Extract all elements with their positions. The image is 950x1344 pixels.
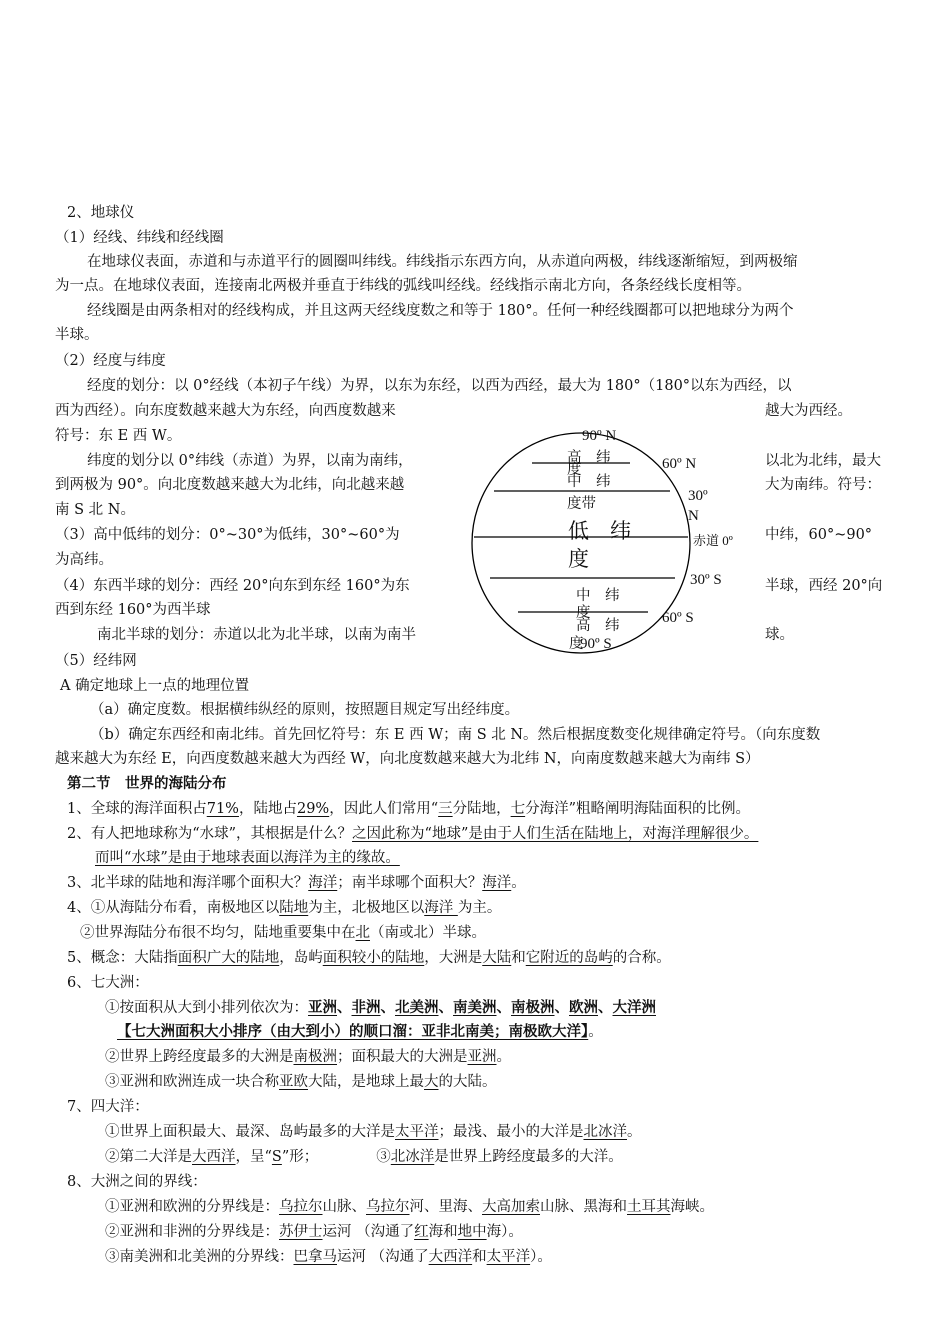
question-6-mnemonic	[117, 1022, 603, 1042]
answer: 北冰洋	[583, 1124, 627, 1140]
answer: 大高加索	[482, 1199, 540, 1215]
answer: 海洋	[482, 875, 512, 891]
text: 、	[554, 1000, 569, 1016]
question-1	[67, 799, 750, 819]
label-equator: 赤道 0º	[693, 533, 733, 548]
text: 海峡。	[670, 1199, 714, 1215]
question-2-answer-cont: 而叫“水球”是由于地球表面以海洋为主的缘故。	[95, 850, 400, 866]
paragraph-line: 西到东经 160°为西半球	[55, 602, 211, 618]
answer: 乌拉尔	[279, 1199, 323, 1215]
zone-low: 低 纬	[568, 519, 631, 543]
answer: S	[271, 1149, 282, 1165]
question-6d	[105, 1072, 497, 1092]
text: 、	[496, 1000, 511, 1016]
text: 和	[472, 1249, 487, 1265]
text: 。	[588, 1024, 603, 1040]
paragraph-line: 到两极为 90°。向北度数越来越大为北纬，向北越来越	[55, 477, 405, 493]
paragraph-line: 纬度的划分以 0°纬线（赤道）为界，以南为南纬，	[87, 453, 413, 469]
text: ，因此人们常用“	[329, 801, 439, 817]
paragraph-line: （a）确定度数。根据横纬纵经的原则，按照题目规定写出经纬度。	[90, 702, 520, 718]
zone-low-du: 度	[568, 547, 589, 571]
answer: 北冰洋	[390, 1149, 435, 1165]
text: 和	[511, 950, 526, 966]
text: 分陆地，	[452, 801, 511, 817]
answer: 南极洲	[511, 1000, 555, 1016]
question-6c	[105, 1047, 511, 1067]
text: 。	[511, 875, 526, 891]
answer: 之因此称为“地球”是由于人们生活在陆地上，对海洋理解很少。	[352, 826, 759, 842]
paragraph-line: 球。	[765, 627, 794, 643]
paragraph-line: （3）高中低纬的划分：0°~30°为低纬，30°~60°为	[55, 527, 400, 543]
answer: 大西洋	[192, 1149, 236, 1165]
text: 、	[380, 1000, 395, 1016]
text: 、	[337, 1000, 352, 1016]
question-5	[67, 948, 671, 968]
answer: 面积较小的陆地	[322, 950, 425, 966]
paragraph-line: 越来越大为东经 E，向西度数越来越大为西经 W，向北度数越来越大为北纬 N，向南度数越来越大为南纬 S）	[55, 751, 760, 767]
text: 。	[496, 1049, 511, 1065]
text: 1、全球的海洋面积占	[67, 801, 207, 817]
zone-mid-south: 中 纬	[576, 588, 620, 604]
text: 。	[627, 1124, 642, 1140]
zone-high-north-du: 度	[567, 462, 582, 478]
paragraph-line: 经度的划分：以 0°经线（本初子午线）为界，以东为东经，以西为西经，最大为 180°（180°以东为西经，以	[87, 378, 792, 394]
label-60s: 60º S	[662, 610, 694, 626]
text: 海和	[428, 1224, 458, 1240]
answer: 红	[414, 1224, 429, 1240]
question-8: 8、大洲之间的界线：	[67, 1174, 207, 1190]
text: （南或北）半球。	[370, 925, 486, 941]
label-30s: 30º S	[690, 572, 722, 588]
question-2	[67, 824, 758, 844]
section-title-globe: 2、地球仪	[67, 205, 135, 221]
paragraph-line: 大为南纬。符号：	[765, 477, 881, 493]
text: 的合称。	[612, 950, 671, 966]
paragraph-line: 南北半球的划分：赤道以北为北半球，以南为南半	[97, 627, 416, 643]
answer: 太平洋	[486, 1249, 531, 1265]
text: ②世界海陆分布很不均匀，陆地重要集中在	[80, 925, 356, 941]
text: ”形；	[281, 1149, 319, 1165]
text: 分海洋”粗略阐明海陆面积的比例。	[525, 801, 751, 817]
text: 、	[438, 1000, 453, 1016]
text: 4、①从海陆分布看，南极地区以	[67, 900, 280, 916]
question-7b	[105, 1147, 623, 1167]
paragraph-line: （4）东西半球的划分：西经 20°向东到东经 160°为东	[55, 578, 410, 594]
text: ②第二大洋是	[105, 1149, 192, 1165]
label-90n: 90º N	[582, 428, 617, 444]
paragraph-line: 西为西经）。向东度数越来越大为东经，向西度数越来	[55, 403, 396, 419]
zone-mid-north-band: 度带	[567, 496, 596, 512]
text: 大陆，是地球上最	[308, 1074, 424, 1090]
paragraph-line: 半球，西经 20°向	[765, 578, 883, 594]
answer: 太平洋	[395, 1124, 439, 1140]
text: 山脉、黑海和	[540, 1199, 627, 1215]
text: 的大陆。	[438, 1074, 497, 1090]
answer: 大	[424, 1074, 439, 1090]
question-8c	[105, 1247, 552, 1267]
answer: 土耳其	[627, 1199, 671, 1215]
text: ③亚洲和欧洲连成一块合称	[105, 1074, 279, 1090]
answer: 乌拉尔	[366, 1199, 410, 1215]
answer: 七	[510, 801, 526, 817]
text: ①世界上面积最大、最深、岛屿最多的大洋是	[105, 1124, 395, 1140]
zone-mid-south-du: 度	[576, 605, 591, 621]
answer: 面积广大的陆地	[177, 950, 280, 966]
paragraph-line: 越大为西经。	[765, 403, 852, 419]
answer: 南美洲	[453, 1000, 497, 1016]
paragraph-line: 符号：东 E 西 W。	[55, 428, 182, 444]
answer: 南极洲	[293, 1049, 337, 1065]
answer: 欧洲	[569, 1000, 598, 1016]
text: ；面积最大的大洲是	[337, 1049, 468, 1065]
text: ，陆地占	[238, 801, 297, 817]
answer: 29%	[296, 801, 330, 817]
paragraph-line: 南 S 北 N。	[55, 502, 135, 518]
answer: 陆地	[279, 900, 309, 916]
paragraph-line: A 确定地球上一点的地理位置	[60, 678, 250, 694]
answer: 它附近的岛屿	[525, 950, 613, 966]
paragraph-line: 在地球仪表面，赤道和与赤道平行的圆圈叫纬线。纬线指示东西方向，从赤道向两极，纬线逐渐缩短，到两极缩	[87, 254, 798, 270]
answer: 非洲	[351, 1000, 381, 1016]
label-30n: 30º	[688, 488, 708, 504]
text: 运河 （沟通了	[337, 1249, 429, 1265]
text: ）。	[530, 1249, 552, 1265]
zone-high-south-du: 度	[569, 636, 584, 652]
paragraph-line: 中纬，60°~90°	[765, 527, 873, 543]
text: 海）。	[486, 1224, 523, 1240]
answer: 北	[355, 925, 370, 941]
answer: 亚洲	[308, 1000, 337, 1016]
answer: 海洋	[424, 900, 458, 916]
answer: 北美洲	[395, 1000, 439, 1016]
answer: 三	[438, 801, 453, 817]
text: 、	[598, 1000, 613, 1016]
paragraph-line: 为一点。在地球仪表面，连接南北两极并垂直于纬线的弧线叫经线。经线指示南北方向，各条经线长度相等。	[55, 278, 751, 294]
text: ②亚洲和非洲的分界线是：	[105, 1224, 279, 1240]
text: 是世界上跨经度最多的大洋。	[434, 1149, 623, 1165]
mnemonic: 【七大洲面积大小排序（由大到小）的顺口溜：亚非北南美；南极欧大洋】	[117, 1024, 589, 1040]
question-6: 6、七大洲：	[67, 975, 149, 991]
text: 运河 （沟通了	[322, 1224, 415, 1240]
text: 山脉、	[322, 1199, 366, 1215]
text: 2、有人把地球称为“水球”，其根据是什么？	[67, 826, 353, 842]
paragraph-line: （b）确定东西经和南北纬。首先回忆符号：东 E 西 W；南 S 北 N。然后根据度数变化规律确定符号。（向东度数	[90, 727, 821, 743]
question-3	[67, 873, 526, 893]
question-4b	[80, 923, 486, 943]
answer: 大洋洲	[612, 1000, 656, 1016]
paragraph-line: 半球。	[55, 327, 99, 343]
question-4a	[67, 898, 501, 918]
answer: 苏伊士	[279, 1224, 323, 1240]
question-6a	[105, 998, 656, 1018]
text: ③南美洲和北美洲的分界线：	[105, 1249, 294, 1265]
text: 河、里海、	[409, 1199, 482, 1215]
label-90s: 90º S	[580, 636, 612, 652]
zone-high-south: 高 纬	[576, 618, 620, 634]
text: 为主。	[457, 900, 502, 916]
section-title-land-sea: 第二节 世界的海陆分布	[67, 776, 227, 792]
paragraph-line: 为高纬。	[55, 552, 113, 568]
text: 3、北半球的陆地和海洋哪个面积大？	[67, 875, 309, 891]
text: ②世界上跨经度最多的大洲是	[105, 1049, 294, 1065]
text: ③	[376, 1149, 391, 1165]
text: 5、概念：大陆指	[67, 950, 178, 966]
answer: 海洋	[308, 875, 338, 891]
question-8b	[105, 1222, 523, 1242]
text: ，呈“	[235, 1149, 272, 1165]
text: 为主，北极地区以	[308, 900, 425, 916]
answer: 亚洲	[467, 1049, 497, 1065]
answer: 地中	[457, 1224, 487, 1240]
subheading-1: （1）经线、纬线和经线圈	[55, 230, 224, 246]
paragraph-line: 经线圈是由两条相对的经线构成，并且这两天经线度数之和等于 180°。任何一种经线圈都可以把地球分为两个	[87, 303, 794, 319]
paragraph-line: 以北为北纬，最大	[765, 453, 881, 469]
answer: 亚欧	[279, 1074, 308, 1090]
text: ①按面积从大到小排列依次为：	[105, 1000, 308, 1016]
answer: 大西洋	[428, 1249, 473, 1265]
text: ；南半球哪个面积大？	[337, 875, 483, 891]
label-30n-suffix: N	[688, 508, 699, 524]
subheading-5: （5）经纬网	[55, 653, 137, 669]
question-7a	[105, 1122, 642, 1142]
zone-mid-north: 中 纬	[567, 474, 611, 490]
answer: 巴拿马	[293, 1249, 337, 1265]
question-7: 7、四大洋：	[67, 1099, 149, 1115]
label-60n: 60º N	[662, 456, 697, 472]
text: ；最浅、最小的大洋是	[438, 1124, 584, 1140]
text: ，大洲是	[424, 950, 483, 966]
answer: 71%	[206, 801, 239, 817]
subheading-2: （2）经度与纬度	[55, 353, 166, 369]
text: ，岛屿	[279, 950, 323, 966]
text: ①亚洲和欧洲的分界线是：	[105, 1199, 279, 1215]
question-8a	[105, 1197, 714, 1217]
zone-high-north: 高 纬	[567, 450, 611, 466]
answer: 大陆	[482, 950, 512, 966]
